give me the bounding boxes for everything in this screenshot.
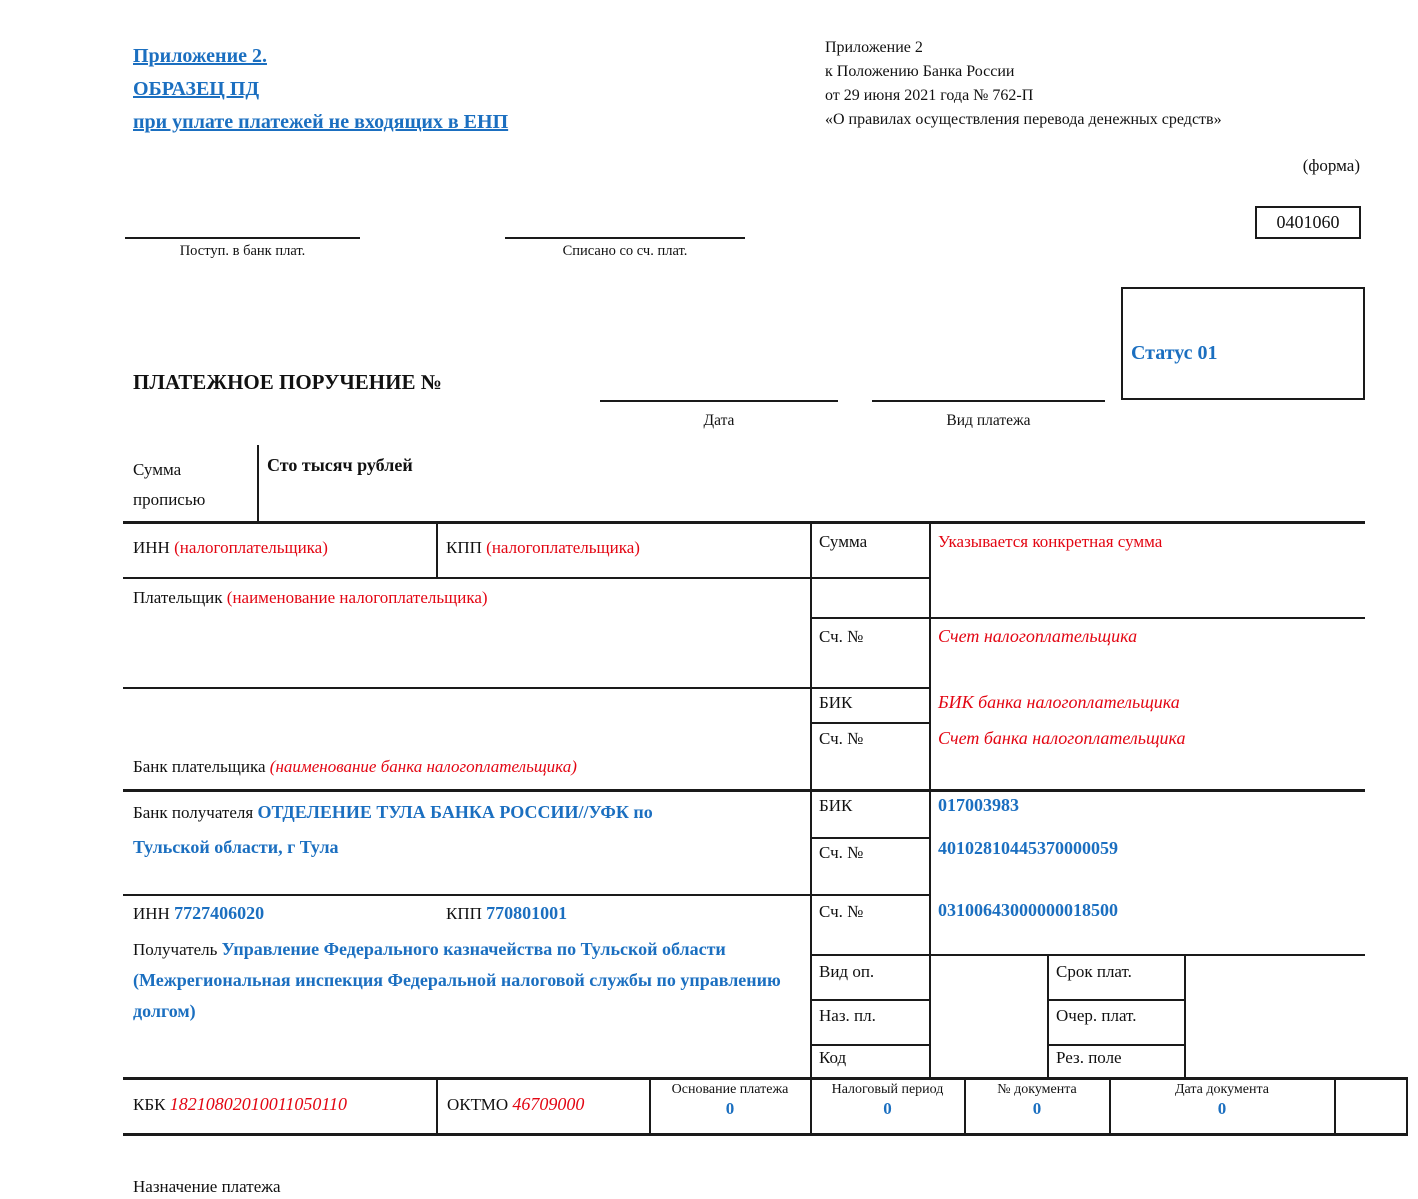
kpp-label: КПП xyxy=(446,538,487,557)
payee-inn-value: 7727406020 xyxy=(174,903,265,923)
inn-label: ИНН xyxy=(133,904,175,923)
status-box xyxy=(1121,287,1365,400)
grid-line xyxy=(811,1044,930,1046)
grid-line xyxy=(811,722,930,724)
payee-bank-value: ОТДЕЛЕНИЕ ТУЛА БАНКА РОССИИ//УФК по Тульской области, г Тула xyxy=(133,802,653,857)
payee-value: Управление Федерального казначейства по Тульской области (Межрегиональная инспекция Федеральной налоговой службы по управлению долгом) xyxy=(133,939,781,1021)
grid-line xyxy=(1334,1078,1336,1135)
payer-inn-field xyxy=(133,538,328,558)
purpose-label: Назначение платежа xyxy=(133,1177,281,1196)
grid-line xyxy=(1406,1078,1408,1135)
bik-label: БИК xyxy=(819,796,853,815)
inn-label: ИНН xyxy=(133,538,175,557)
grid-line xyxy=(929,522,931,1078)
kpp-label: КПП xyxy=(446,904,487,923)
sum-label: Сумма xyxy=(819,532,868,551)
grid-line xyxy=(811,837,930,839)
payment-basis-value: 0 xyxy=(725,1099,735,1118)
tax-period-label: Налоговый период xyxy=(831,1082,944,1097)
account-label: Сч. № xyxy=(819,729,864,748)
document-number-cell xyxy=(966,1081,1108,1119)
payer-kpp-field xyxy=(446,538,640,558)
tax-period-value: 0 xyxy=(883,1099,892,1118)
payment-type-label: Вид платежа xyxy=(946,412,1031,429)
naz-pl-label: Наз. пл. xyxy=(819,1006,876,1025)
payer-account-value: Счет налогоплательщика xyxy=(938,626,1138,646)
payment-type-blank-line xyxy=(872,400,1105,402)
payee-inn-field xyxy=(133,903,264,924)
kbk-value: 18210802010011050110 xyxy=(169,1094,348,1114)
grid-line xyxy=(123,894,930,896)
form-code-box: 0401060 xyxy=(1255,206,1361,239)
kbk-label: КБК xyxy=(133,1095,170,1114)
grid-line xyxy=(1184,955,1186,1078)
status-label: Статус 01 xyxy=(1131,342,1218,364)
date-blank-line xyxy=(600,400,838,402)
grid-line xyxy=(123,687,930,689)
rez-pole-label: Рез. поле xyxy=(1056,1048,1122,1067)
payee-kpp-field xyxy=(446,903,567,924)
grid-line xyxy=(1047,955,1049,1078)
grid-line xyxy=(811,617,1365,619)
kod-label: Код xyxy=(819,1048,847,1067)
regulation-line: Приложение 2 xyxy=(825,39,923,56)
payee-bank-bik-value: 017003983 xyxy=(938,795,1019,815)
grid-line xyxy=(123,521,1365,524)
oktmo-value: 46709000 xyxy=(512,1094,585,1114)
payer-bank-hint: (наименование банка налогоплательщика) xyxy=(269,757,577,776)
grid-line xyxy=(1047,999,1186,1001)
payer-bank-bik-value: БИК банка налогоплательщика xyxy=(938,692,1180,712)
stamp-right-line xyxy=(505,237,745,239)
document-date-cell xyxy=(1111,1081,1333,1119)
oktmo-field xyxy=(447,1094,584,1115)
sum-words-value: Сто тысяч рублей xyxy=(267,455,413,475)
sum-words-label: Сумма прописью xyxy=(133,460,206,509)
account-label: Сч. № xyxy=(819,902,864,921)
stamp-left-label: Поступ. в банк плат. xyxy=(179,243,306,259)
payer-bank-account-value: Счет банка налогоплательщика xyxy=(938,728,1186,748)
grid-line xyxy=(1047,1044,1186,1046)
sum-value: Указывается конкретная сумма xyxy=(938,532,1163,551)
bik-label: БИК xyxy=(819,693,853,712)
regulation-reference xyxy=(825,36,1222,132)
regulation-line: к Положению Банка России xyxy=(825,63,1015,80)
payee-field xyxy=(133,934,801,1027)
stamp-left-line xyxy=(125,237,360,239)
grid-line xyxy=(436,522,438,578)
vid-op-label: Вид оп. xyxy=(819,962,875,981)
document-date-value: 0 xyxy=(1217,1099,1227,1118)
grid-line xyxy=(811,954,1365,956)
oktmo-label: ОКТМО xyxy=(447,1095,513,1114)
grid-line xyxy=(123,1133,1408,1136)
date-label: Дата xyxy=(703,412,735,429)
document-number-value: 0 xyxy=(1032,1099,1042,1118)
payee-label: Получатель xyxy=(133,940,222,959)
payee-bank-account-value: 40102810445370000059 xyxy=(938,838,1118,858)
tax-period-cell xyxy=(812,1081,963,1119)
grid-line xyxy=(436,1078,438,1135)
grid-line xyxy=(123,1077,1408,1080)
appendix-title-line: Приложение 2. xyxy=(133,45,267,67)
payer-label: Плательщик xyxy=(133,588,227,607)
srok-plat-label: Срок плат. xyxy=(1056,962,1132,981)
grid-line xyxy=(123,789,1365,792)
ocher-plat-label: Очер. плат. xyxy=(1056,1006,1137,1025)
payer-hint: (наименование налогоплательщика) xyxy=(226,588,488,607)
payer-bank-label: Банк плательщика xyxy=(133,757,270,776)
page-title: ПЛАТЕЖНОЕ ПОРУЧЕНИЕ № xyxy=(133,370,442,394)
payee-account-value: 03100643000000018500 xyxy=(938,900,1118,920)
grid-line xyxy=(810,522,812,1135)
document-number-label: № документа xyxy=(997,1082,1077,1097)
stamp-right-label: Списано со сч. плат. xyxy=(562,243,688,259)
payee-kpp-value: 770801001 xyxy=(486,903,568,923)
payee-bank-field xyxy=(133,795,681,864)
inn-hint: (налогоплательщика) xyxy=(174,538,328,557)
kpp-hint: (налогоплательщика) xyxy=(486,538,640,557)
payment-basis-cell xyxy=(651,1081,809,1119)
forma-note: (форма) xyxy=(1302,156,1360,175)
regulation-line: от 29 июня 2021 года № 762-П xyxy=(825,87,1034,104)
payer-bank-field xyxy=(133,757,577,777)
grid-line xyxy=(257,445,259,522)
grid-line xyxy=(123,577,930,579)
grid-line xyxy=(811,999,930,1001)
appendix-title xyxy=(133,40,508,139)
appendix-title-line: при уплате платежей не входящих в ЕНП xyxy=(133,111,509,133)
appendix-title-line: ОБРАЗЕЦ ПД xyxy=(133,78,260,100)
payer-field xyxy=(133,588,488,608)
account-label: Сч. № xyxy=(819,627,864,646)
payment-basis-label: Основание платежа xyxy=(671,1082,789,1097)
kbk-field xyxy=(133,1094,347,1115)
account-label: Сч. № xyxy=(819,843,864,862)
regulation-line: «О правилах осуществления перевода денежных средств» xyxy=(825,111,1222,128)
document-date-label: Дата документа xyxy=(1174,1082,1269,1097)
payee-bank-label: Банк получателя xyxy=(133,803,258,822)
